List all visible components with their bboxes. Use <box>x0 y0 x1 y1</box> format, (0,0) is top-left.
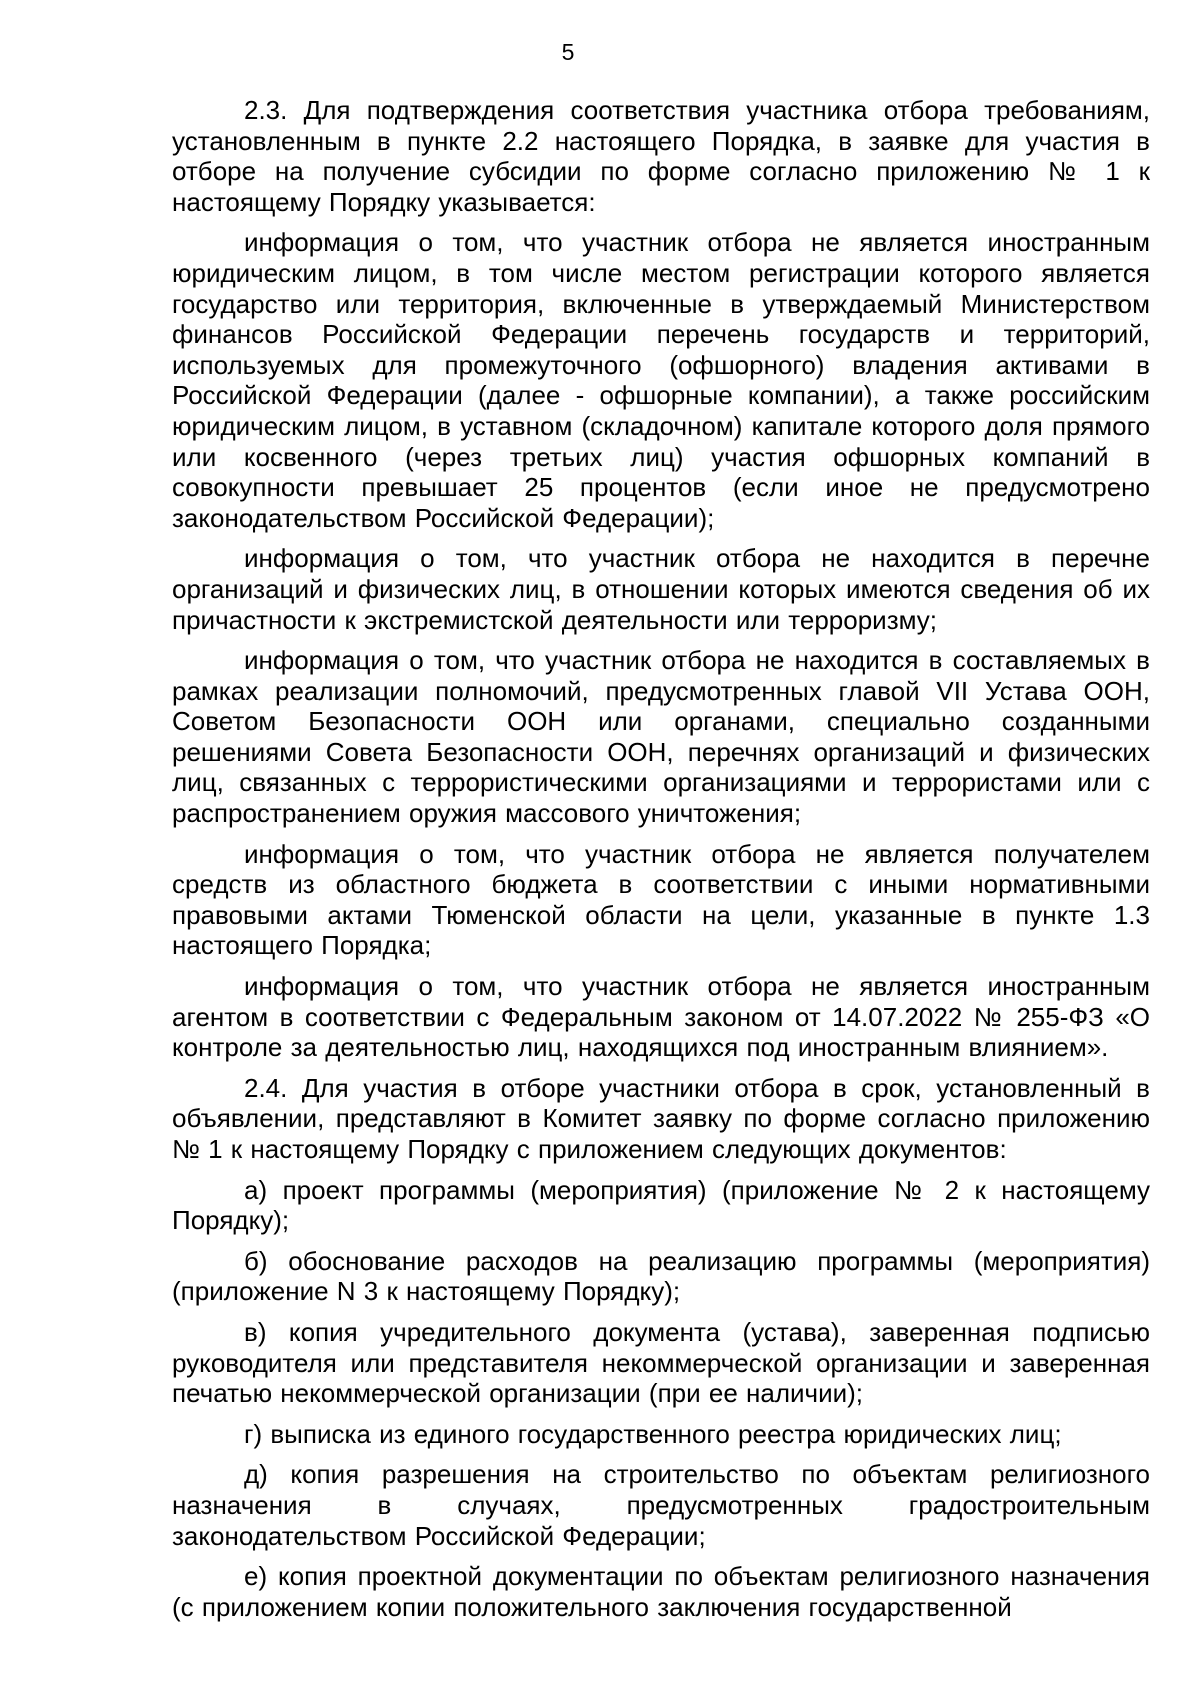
paragraph-un-list-info: информация о том, что участник отбора не находится в составляемых в рамках реализации полномочий, предусмотренных главой VII Устава ООН, Советом Безопасности ООН или органами, специально созданными решениями Совета Безопасности ООН, перечнях организаций и физических лиц, связанных с террористическими организациями и террористами или с распространением оружия массового уничтожения; <box>172 645 1150 829</box>
paragraph-foreign-agent-info: информация о том, что участник отбора не является иностранным агентом в соответствии с Федеральным законом от 14.07.2022 № 255-ФЗ «О контроле за деятельностью лиц, находящихся под иностранным влиянием». <box>172 971 1150 1063</box>
list-item-v: в) копия учредительного документа (устава), заверенная подписью руководителя или представителя некоммерческой организации и заверенная печатью некоммерческой организации (при ее наличии); <box>172 1316 1150 1409</box>
paragraph-2-3: 2.3. Для подтверждения соответствия участника отбора требованиям, установленным в пункте 2.2 настоящего Порядка, в заявке для участия в отборе на получение субсидии по форме согласно приложению № 1 к настоящему Порядку указывается: <box>172 95 1150 217</box>
paragraph-offshore-info: информация о том, что участник отбора не является иностранным юридическим лицом, в том числе местом регистрации которого является государство или территория, включенные в утверждаемый Министерством финансов Российской Федерации перечень государств и территорий, используемых для промежуточного (офшорного) владения активами в Российской Федерации (далее - офшорные компании), а также российским юридическим лицом, в уставном (складочном) капитале которого доля прямого или косвенного (через третьих лиц) участия офшорных компаний в совокупности превышает 25 процентов (если иное не предусмотрено законодательством Российской Федерации); <box>172 227 1150 533</box>
list-item-d: д) копия разрешения на строительство по объектам религиозного назначения в случаях, предусмотренных градостроительным законодательством Российской Федерации; <box>172 1459 1150 1551</box>
document-body <box>172 95 1150 1632</box>
list-item-g: г) выписка из единого государственного реестра юридических лиц; <box>244 1418 1062 1449</box>
list-item-e: е) копия проектной документации по объектам религиозного назначения (с приложением копии положительного заключения государственной <box>172 1561 1150 1622</box>
paragraph-budget-info: информация о том, что участник отбора не является получателем средств из областного бюджета в соответствии с иными нормативными правовыми актами Тюменской области на цели, указанные в пункте 1.3 настоящего Порядка; <box>172 838 1150 961</box>
paragraph-extremism-info: информация о том, что участник отбора не находится в перечне организаций и физических лиц, в отношении которых имеются сведения об их причастности к экстремистской деятельности или терроризму; <box>172 543 1150 635</box>
list-item-a: а) проект программы (мероприятия) (приложение № 2 к настоящему Порядку); <box>172 1174 1150 1236</box>
paragraph-2-4: 2.4. Для участия в отборе участники отбора в срок, установленный в объявлении, представляют в Комитет заявку по форме согласно приложению № 1 к настоящему Порядку с приложением следующих документов: <box>172 1072 1150 1164</box>
page-number: 5 <box>561 39 575 65</box>
list-item-b: б) обоснование расходов на реализацию программы (мероприятия) (приложение N 3 к настоящему Порядку); <box>172 1245 1150 1307</box>
